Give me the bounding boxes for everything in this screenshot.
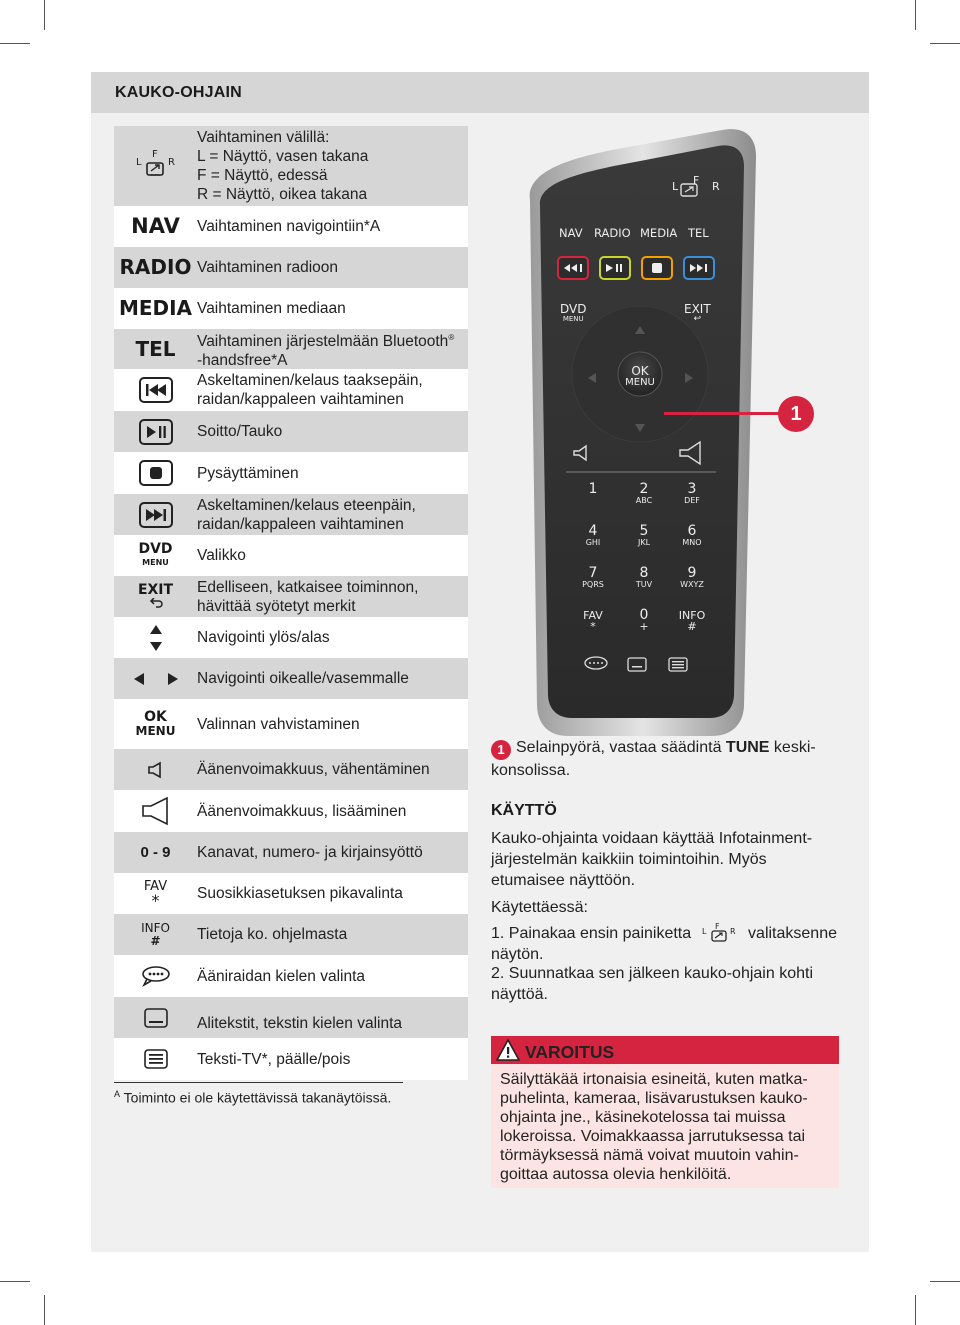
table-row [114, 617, 468, 658]
remote-dvd-sub: MENU [562, 315, 584, 323]
row-text: Ääniraidan kielen valinta [197, 967, 366, 985]
audio-language-icon [114, 965, 197, 987]
remote-letter-r: R [712, 180, 720, 193]
row-text: Vaihtaminen välillä: [197, 129, 330, 146]
subtitle-icon [114, 1008, 197, 1028]
usage-line: Kauko-ohjainta voidaan käyttää Infotainment- [491, 830, 813, 847]
warning-line: lokeroissa. Voimakkaassa jarrutuksessa tai [500, 1128, 806, 1145]
callout-note-text: Selainpyörä, vastaa säädintä [516, 739, 726, 756]
remote-key-digit: 6 [687, 523, 697, 539]
usage-line: etumaisee näyttöön. [491, 872, 636, 889]
remote-exit-label: EXIT [684, 302, 711, 316]
warning-line: goittaa autossa olevia henkilöitä. [500, 1166, 732, 1183]
svg-text:R: R [167, 157, 175, 168]
remote-key-fav [576, 610, 610, 632]
remote-play-pause-button [600, 257, 630, 279]
fav-icon [114, 880, 197, 908]
row-text: Askeltaminen/kelaus eteenpäin, [197, 496, 416, 514]
crop-mark [44, 0, 45, 30]
warning-line: Säilyttäkää irtonaisia esineitä, kuten matka- [500, 1071, 808, 1088]
remote-key-9 [675, 565, 709, 590]
tel-icon: TEL [135, 336, 176, 361]
section-header [91, 72, 869, 113]
remote-key-5 [627, 523, 661, 548]
row-text: Valikko [197, 547, 246, 564]
crop-mark [44, 1295, 45, 1325]
remote-key-letters: JKL [637, 538, 651, 547]
table-row [114, 247, 468, 288]
remote-key-letters: PQRS [582, 580, 604, 589]
warning-text [500, 1070, 830, 1184]
row-text: Suosikkiasetuksen pikavalinta [197, 885, 403, 902]
remote-key-8 [627, 565, 661, 590]
table-row [114, 873, 468, 914]
warning-box [491, 1036, 839, 1188]
remote-key-letters: MNO [682, 538, 702, 547]
volume-down-icon [114, 761, 197, 779]
crop-mark [0, 1281, 30, 1282]
step-text: näyttöä. [491, 986, 548, 1003]
footnote-divider [114, 1082, 403, 1083]
row-text: raidan/kappaleen vaihtaminen [197, 391, 404, 408]
menu-label: MENU [135, 724, 176, 738]
remote-letter-l: L [672, 180, 679, 193]
rewind-icon [114, 377, 197, 403]
row-text: Navigointi ylös/alas [197, 629, 330, 646]
exit-icon [114, 581, 197, 610]
warning-title: VAROITUS [525, 1042, 615, 1062]
dvd-label: DVD [138, 540, 173, 557]
row-text: Edelliseen, katkaisee toiminnon, [197, 578, 419, 596]
remote-key-digit: 4 [588, 523, 598, 539]
remote-media-button: MEDIA [640, 226, 678, 240]
svg-text:L: L [701, 927, 707, 936]
remote-ok-sub: MENU [625, 377, 655, 388]
remote-key-7 [576, 565, 610, 590]
exit-label: EXIT [137, 581, 174, 598]
table-row [114, 576, 468, 617]
usage-step-1 [491, 922, 851, 965]
row-text: raidan/kappaleen vaihtaminen [197, 515, 404, 533]
row-text: Äänenvoimakkuus, lisääminen [197, 802, 407, 820]
warning-line: törmäyksessä nämä voivat muutoin vahin- [500, 1147, 799, 1164]
step-text: valitaksenne [748, 925, 837, 942]
remote-key-3 [675, 481, 709, 506]
remote-key-2 [627, 481, 661, 506]
table-row [114, 699, 468, 749]
row-text: Tietoja ko. ohjelmasta [197, 926, 348, 943]
up-down-arrows-icon [114, 623, 197, 653]
remote-key-digit: 9 [687, 565, 697, 581]
registered-mark: ® [448, 332, 455, 342]
remote-ok-menu-button [624, 366, 656, 388]
volume-up-icon [114, 796, 197, 826]
remote-key-letters: DEF [684, 496, 700, 505]
remote-nav-button: NAV [559, 226, 583, 240]
usage-lead: Käytettäessä: [491, 899, 588, 916]
footnote-text: Toiminto ei ole käytettävissä takanäytöissä. [120, 1089, 392, 1106]
crop-mark [0, 43, 30, 44]
row-text: Pysäyttäminen [197, 464, 299, 482]
callout-note-text: konsolissa. [491, 762, 571, 779]
hash-label: # [150, 933, 161, 948]
row-text: Äänenvoimakkuus, vähentäminen [197, 761, 430, 778]
remote-key-letters: ABC [635, 496, 653, 505]
fast-forward-icon [114, 502, 197, 528]
remote-dvd-menu-button [560, 304, 586, 324]
warning-triangle-icon [495, 1038, 521, 1062]
remote-key-1 [576, 481, 610, 497]
usage-step-2 [491, 963, 851, 1005]
section-title: KAUKO-OHJAIN [115, 84, 242, 101]
table-row [114, 329, 468, 369]
row-text: Soitto/Tauko [197, 423, 283, 440]
lfr-screen-select-icon [114, 149, 197, 183]
remote-ok-label: OK [631, 364, 649, 378]
crop-mark [915, 0, 916, 30]
nav-icon: NAV [131, 214, 180, 238]
step-text: 1. Painakaa ensin painiketta [491, 925, 692, 942]
table-row [114, 790, 468, 832]
crop-mark [930, 1281, 960, 1282]
media-icon: MEDIA [118, 296, 193, 320]
remote-control-illustration [522, 126, 758, 736]
footnote [114, 1089, 391, 1106]
callout-line [664, 412, 780, 415]
usage-paragraph [491, 828, 851, 891]
remote-exit-arrow-icon: ↩ [693, 314, 702, 324]
dvd-menu-icon [114, 540, 197, 569]
table-row [114, 411, 468, 452]
footnote-marker: A [114, 1089, 121, 1099]
row-text: Vaihtaminen radioon [197, 259, 339, 276]
table-row [114, 749, 468, 790]
callout-number: 1 [778, 396, 814, 432]
stop-icon [114, 460, 197, 486]
svg-text:R: R [729, 927, 736, 936]
remote-key-letters: GHI [585, 538, 601, 547]
remote-key-digit: INFO [678, 609, 706, 622]
remote-key-digit: 5 [639, 523, 649, 539]
callout-note-bold: TUNE [725, 739, 770, 756]
table-row [114, 658, 468, 699]
table-row [114, 955, 468, 997]
function-table [114, 126, 468, 1080]
row-text: Askeltaminen/kelaus taaksepäin, [197, 372, 423, 389]
usage-heading: KÄYTTÖ [491, 802, 557, 819]
asterisk-label: * [151, 890, 160, 910]
remote-key-letters: WXYZ [680, 580, 704, 589]
table-row [114, 914, 468, 955]
remote-key-6 [675, 523, 709, 548]
remote-key-letters: + [639, 620, 649, 633]
table-row [114, 288, 468, 329]
ok-label: OK [144, 709, 167, 725]
play-pause-icon [114, 419, 197, 445]
callout-note-number: 1 [491, 740, 511, 760]
remote-key-letters: TUV [635, 580, 653, 589]
remote-key-digit: 1 [588, 481, 598, 497]
row-text: F = Näyttö, edessä [197, 167, 328, 184]
remote-key-0 [627, 607, 661, 633]
remote-letter-f: F [693, 174, 700, 187]
row-text: Vaihtaminen navigointiin*A [197, 218, 381, 235]
remote-key-digit: 7 [588, 565, 598, 581]
number-keys-icon: 0 - 9 [140, 844, 171, 861]
table-row [114, 832, 468, 873]
info-icon [114, 922, 197, 948]
ok-menu-icon [114, 710, 197, 738]
remote-key-digit: 0 [639, 607, 649, 623]
row-text: Vaihtaminen järjestelmään Bluetooth [197, 333, 449, 351]
row-text: Kanavat, numero- ja kirjainsyöttö [197, 844, 423, 861]
table-row [114, 494, 468, 535]
warning-line: ohjainta jne., käsinekotelossa tai muissa [500, 1109, 786, 1126]
remote-key-letters: # [687, 620, 697, 633]
table-row [114, 1038, 468, 1080]
remote-key-digit: 8 [639, 565, 649, 581]
row-text: Alitekstit, tekstin kielen valinta [197, 1015, 403, 1032]
lfr-button-icon [700, 922, 740, 942]
table-row [114, 206, 468, 247]
row-text: Teksti-TV*, päälle/pois [197, 1050, 351, 1068]
radio-icon: RADIO [119, 255, 192, 279]
row-text: R = Näyttö, oikea takana [197, 186, 368, 203]
info-label: INFO [141, 920, 170, 935]
row-text: hävittää syötetyt merkit [197, 597, 356, 615]
fav-label: FAV [143, 878, 168, 894]
row-text: -handsfree*A [197, 352, 288, 370]
table-row [114, 452, 468, 494]
back-arrow-icon [148, 598, 164, 608]
crop-mark [915, 1295, 916, 1325]
warning-header [491, 1036, 839, 1064]
row-text: L = Näyttö, vasen takana [197, 148, 369, 165]
callout-note-text: keski- [769, 739, 816, 756]
warning-line: puhelinta, kameraa, lisävarustuksen kauko- [500, 1090, 808, 1107]
row-text: Vaihtaminen mediaan [197, 300, 346, 317]
callout-note [491, 737, 851, 781]
step-text: näytön. [491, 946, 544, 963]
left-right-arrows-icon [114, 671, 197, 687]
teletext-icon [114, 1049, 197, 1069]
table-row [114, 369, 468, 411]
remote-exit-button [684, 304, 711, 324]
usage-line: järjestelmän kaikkiin toimintoihin. Myös [491, 851, 767, 868]
remote-key-digit: FAV [583, 609, 603, 622]
remote-key-letters: * [590, 620, 596, 633]
remote-tel-button: TEL [688, 226, 709, 240]
remote-key-digit: 2 [639, 481, 649, 497]
remote-key-info [675, 610, 709, 632]
svg-text:L: L [135, 157, 142, 168]
table-row [114, 997, 468, 1038]
table-row [114, 126, 468, 206]
svg-text:F: F [151, 149, 158, 160]
step-text: 2. Suunnatkaa sen jälkeen kauko-ohjain kohti [491, 965, 813, 982]
remote-key-digit: 3 [687, 481, 697, 497]
row-text: Valinnan vahvistaminen [197, 715, 360, 733]
crop-mark [930, 43, 960, 44]
menu-label: MENU [142, 557, 169, 567]
svg-text:F: F [714, 922, 720, 931]
remote-radio-button: RADIO [594, 226, 631, 240]
table-row [114, 535, 468, 576]
row-text: Navigointi oikealle/vasemmalle [197, 670, 409, 687]
remote-dvd-label: DVD [560, 302, 587, 316]
remote-key-4 [576, 523, 610, 548]
